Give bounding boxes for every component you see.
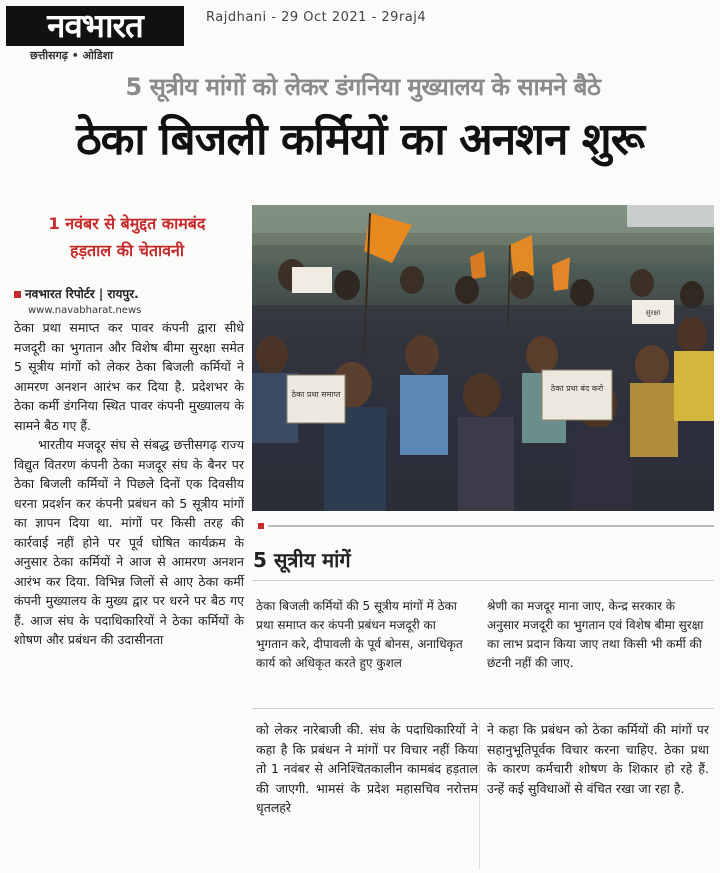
byline-marker: [14, 291, 21, 298]
subhead-line-2: हड़ताल की चेतावनी: [69, 241, 185, 260]
dateline: Rajdhani - 29 Oct 2021 - 29raj4: [206, 10, 427, 25]
byline-reporter: नवभारत रिपोर्टर: [25, 287, 95, 301]
protest-photo: [252, 205, 714, 511]
demands-column-1: ठेका बिजली कर्मियों की 5 सूत्रीय मांगों में ठेका प्रथा समाप्त कर कंपनी प्रबंधन मजदूरी का भुगतान करे, दीपावली के पूर्व बोनस, अनाधिकृत कार्य को अधिकृत करते हुए कुशल: [256, 599, 463, 670]
website-url: www.navabharat.news: [28, 305, 142, 316]
byline-city: रायपुर.: [107, 287, 139, 301]
article-column-1: [14, 318, 244, 650]
demands-title-rule: [252, 580, 714, 581]
main-headline: ठेका बिजली कर्मियों का अनशन शुरू: [76, 114, 644, 165]
article-column-2: को लेकर नारेबाजी की. संघ के पदाधिकारियों ने कहा है कि प्रबंधन ने मांगों पर विचार नहीं किया तो 1 नवंबर से अनिश्चितकालीन कामबंद हड़ताल की जाएगी. भामसं के प्रदेश महासचिव नरोत्तम धृतलहरे: [256, 722, 478, 815]
subheadline: [14, 210, 240, 264]
paragraph-2: भारतीय मजदूर संघ से संबद्ध छत्तीसगढ़ राज्य विद्युत वितरण कंपनी ठेका मजदूर संघ के बैनर पर ठेका बिजली कर्मियों ने पिछले दिनों एक दिवसीय धरना प्रदर्शन कर कंपनी प्रबंधन को 5 सूत्रीय मांगों का ज्ञापन दिया था. मांगों पर किसी तरह की कार्रवाई नहीं होने पर पूर्व घोषित कार्यक्रम के अनुसार ठेका कर्मियों ने आज से आमरण अनशन आरंभ कर दिया. विभिन्न जिलों से आए ठेका कर्मी कंपनी मुख्यालय के मुख्य द्वार पर धरने पर बैठ गए हैं. आज संघ के पदाधिकारियों ने ठेका कर्मियों के शोषण और प्रबंधन की उदासीनता: [14, 437, 244, 647]
section-rule: [268, 525, 714, 527]
placard-3-text: सुरक्षा: [645, 309, 661, 317]
section-marker: [258, 523, 264, 529]
demands-title: 5 सूत्रीय मांगें: [253, 548, 351, 572]
byline: नवभारत रिपोर्टर | रायपुर.: [14, 285, 139, 302]
subhead-line-1: 1 नवंबर से बेमुद्दत कामबंद: [48, 214, 206, 233]
edition-label: छत्तीसगढ़ • ओडिशा: [30, 49, 113, 62]
demands-column-2: श्रेणी का मजदूर माना जाए, केन्द्र सरकार के अनुसार मजदूरी का भुगतान एवं विशेष बीमा सुरक्षा का लाभ प्रदान किया जाए तथा किसी भी कर्मी की छंटनी नहीं की जाए.: [487, 599, 704, 670]
protest-photo-illustration: [252, 205, 714, 511]
placard-2-text: ठेका प्रथा बंद करो: [550, 384, 604, 393]
demands-bottom-rule: [252, 708, 714, 709]
masthead-logo: नवभारत: [6, 6, 184, 46]
article-column-3: ने कहा कि प्रबंधन को ठेका कर्मियों की मांगों पर सहानुभूतिपूर्वक विचार करना चाहिए. ठेका प्रथा के कारण कर्मचारी शोषण के शिकार हो रहे हैं. उन्हें कई सुविधाओं से वंचित रखा जा रहा है.: [487, 722, 709, 796]
kicker-headline: 5 सूत्रीय मांगों को लेकर डंगनिया मुख्यालय के सामने बैठे: [125, 73, 601, 101]
paragraph-1: ठेका प्रथा समाप्त कर पावर कंपनी द्वारा सीधे मजदूरी का भुगतान और विशेष बीमा सुरक्षा समेत 5 सूत्रीय मांगों को लेकर ठेका बिजली कर्मियों ने आमरण अनशन आरंभ कर दिया है. प्रदेशभर के ठेका कर्मी डंगनिया स्थित पावर कंपनी मुख्यालय के सामने बैठ गए हैं.: [14, 320, 244, 433]
placard-1-text: ठेका प्रथा समाप्त: [291, 390, 341, 399]
column-divider: [479, 720, 480, 870]
